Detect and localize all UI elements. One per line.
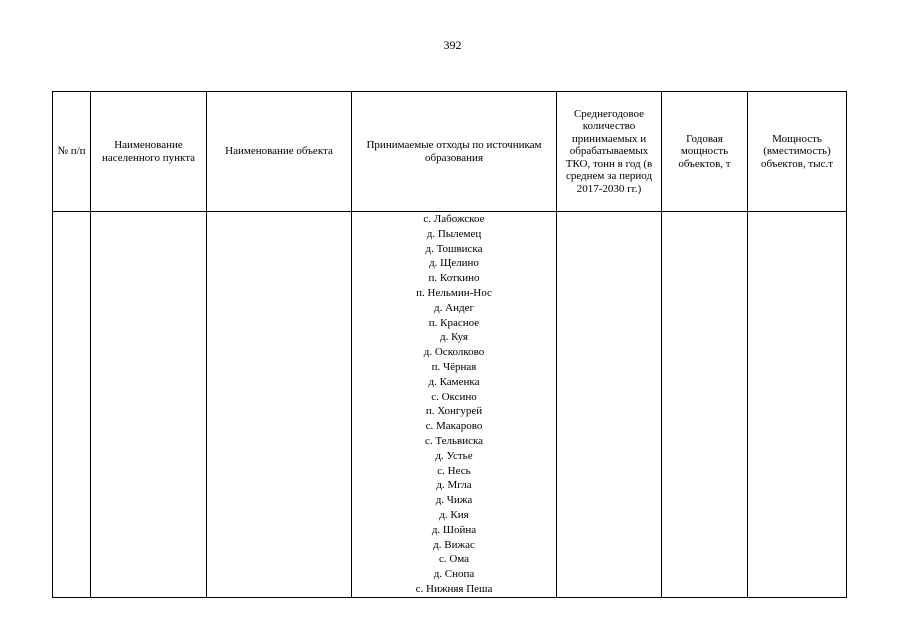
- list-item: д. Осколково: [423, 346, 485, 359]
- table-row: [53, 212, 847, 598]
- cell-number: [53, 212, 91, 598]
- list-item: с. Лабожское: [423, 213, 485, 225]
- header-number: № п/п: [57, 145, 86, 158]
- list-item: д. Тошвиска: [425, 242, 483, 255]
- header-cell-annual-capacity: [662, 92, 748, 212]
- list-item: д. Мгла: [436, 479, 472, 492]
- cell-sources: [352, 212, 557, 598]
- header-cell-avg-quantity: [557, 92, 662, 212]
- list-item: п. Чёрная: [431, 360, 477, 373]
- header-cell-number: [53, 92, 91, 212]
- list-item: д. Пылемец: [426, 227, 482, 240]
- list-item: д. Кия: [439, 508, 469, 521]
- list-item: д. Куя: [440, 331, 468, 344]
- waste-facilities-table: [52, 91, 847, 598]
- header-cell-object: [207, 92, 352, 212]
- cell-object: [207, 212, 352, 598]
- header-cell-capacity: [748, 92, 847, 212]
- cell-annual-capacity: [662, 212, 748, 598]
- header-sources: Принимаемые отходы по источникам образования: [366, 139, 542, 164]
- list-item: д. Шойна: [431, 523, 477, 536]
- list-item: п. Коткино: [428, 272, 480, 285]
- list-item: д. Вижас: [433, 538, 475, 551]
- page-number: 392: [443, 38, 462, 52]
- list-item: п. Красное: [428, 316, 480, 329]
- list-item: с. Оксино: [431, 390, 477, 403]
- list-item: с. Макарово: [425, 420, 483, 433]
- header-cell-settlement: [91, 92, 207, 212]
- list-item: с. Несь: [437, 464, 471, 477]
- list-item: д. Чижа: [435, 494, 473, 507]
- cell-capacity: [748, 212, 847, 598]
- header-avg-quantity: Среднегодовое количество принимаемых и обрабатываемых ТКО, тонн в год (в среднем за период 2017-2030 гг.): [565, 107, 653, 195]
- header-annual-capacity: Годовая мощность объектов, т: [678, 132, 731, 170]
- list-item: с. Тельвиска: [424, 434, 484, 447]
- list-item: д. Устье: [435, 449, 473, 462]
- table-header: [53, 92, 847, 212]
- header-object: Наименование объекта: [225, 145, 333, 158]
- list-item: д. Каменка: [428, 375, 480, 388]
- header-row: [53, 92, 847, 212]
- list-item: п. Нельмин-Нос: [416, 286, 492, 299]
- list-item: д. Щелино: [429, 257, 479, 270]
- list-item: с. Нижняя Пеша: [415, 582, 493, 595]
- header-cell-sources: [352, 92, 557, 212]
- table-body: [53, 212, 847, 598]
- list-item: с. Ома: [438, 553, 470, 566]
- header-capacity: Мощность (вместимость) объектов, тыс.т: [760, 132, 834, 170]
- settlement-list: [352, 212, 556, 597]
- header-settlement: Наименование населенного пункта: [101, 139, 196, 164]
- cell-settlement: [91, 212, 207, 598]
- cell-avg-quantity: [557, 212, 662, 598]
- list-item: д. Андег: [434, 301, 474, 314]
- list-item: д. Снопа: [433, 568, 475, 581]
- list-item: п. Хонгурей: [425, 405, 483, 418]
